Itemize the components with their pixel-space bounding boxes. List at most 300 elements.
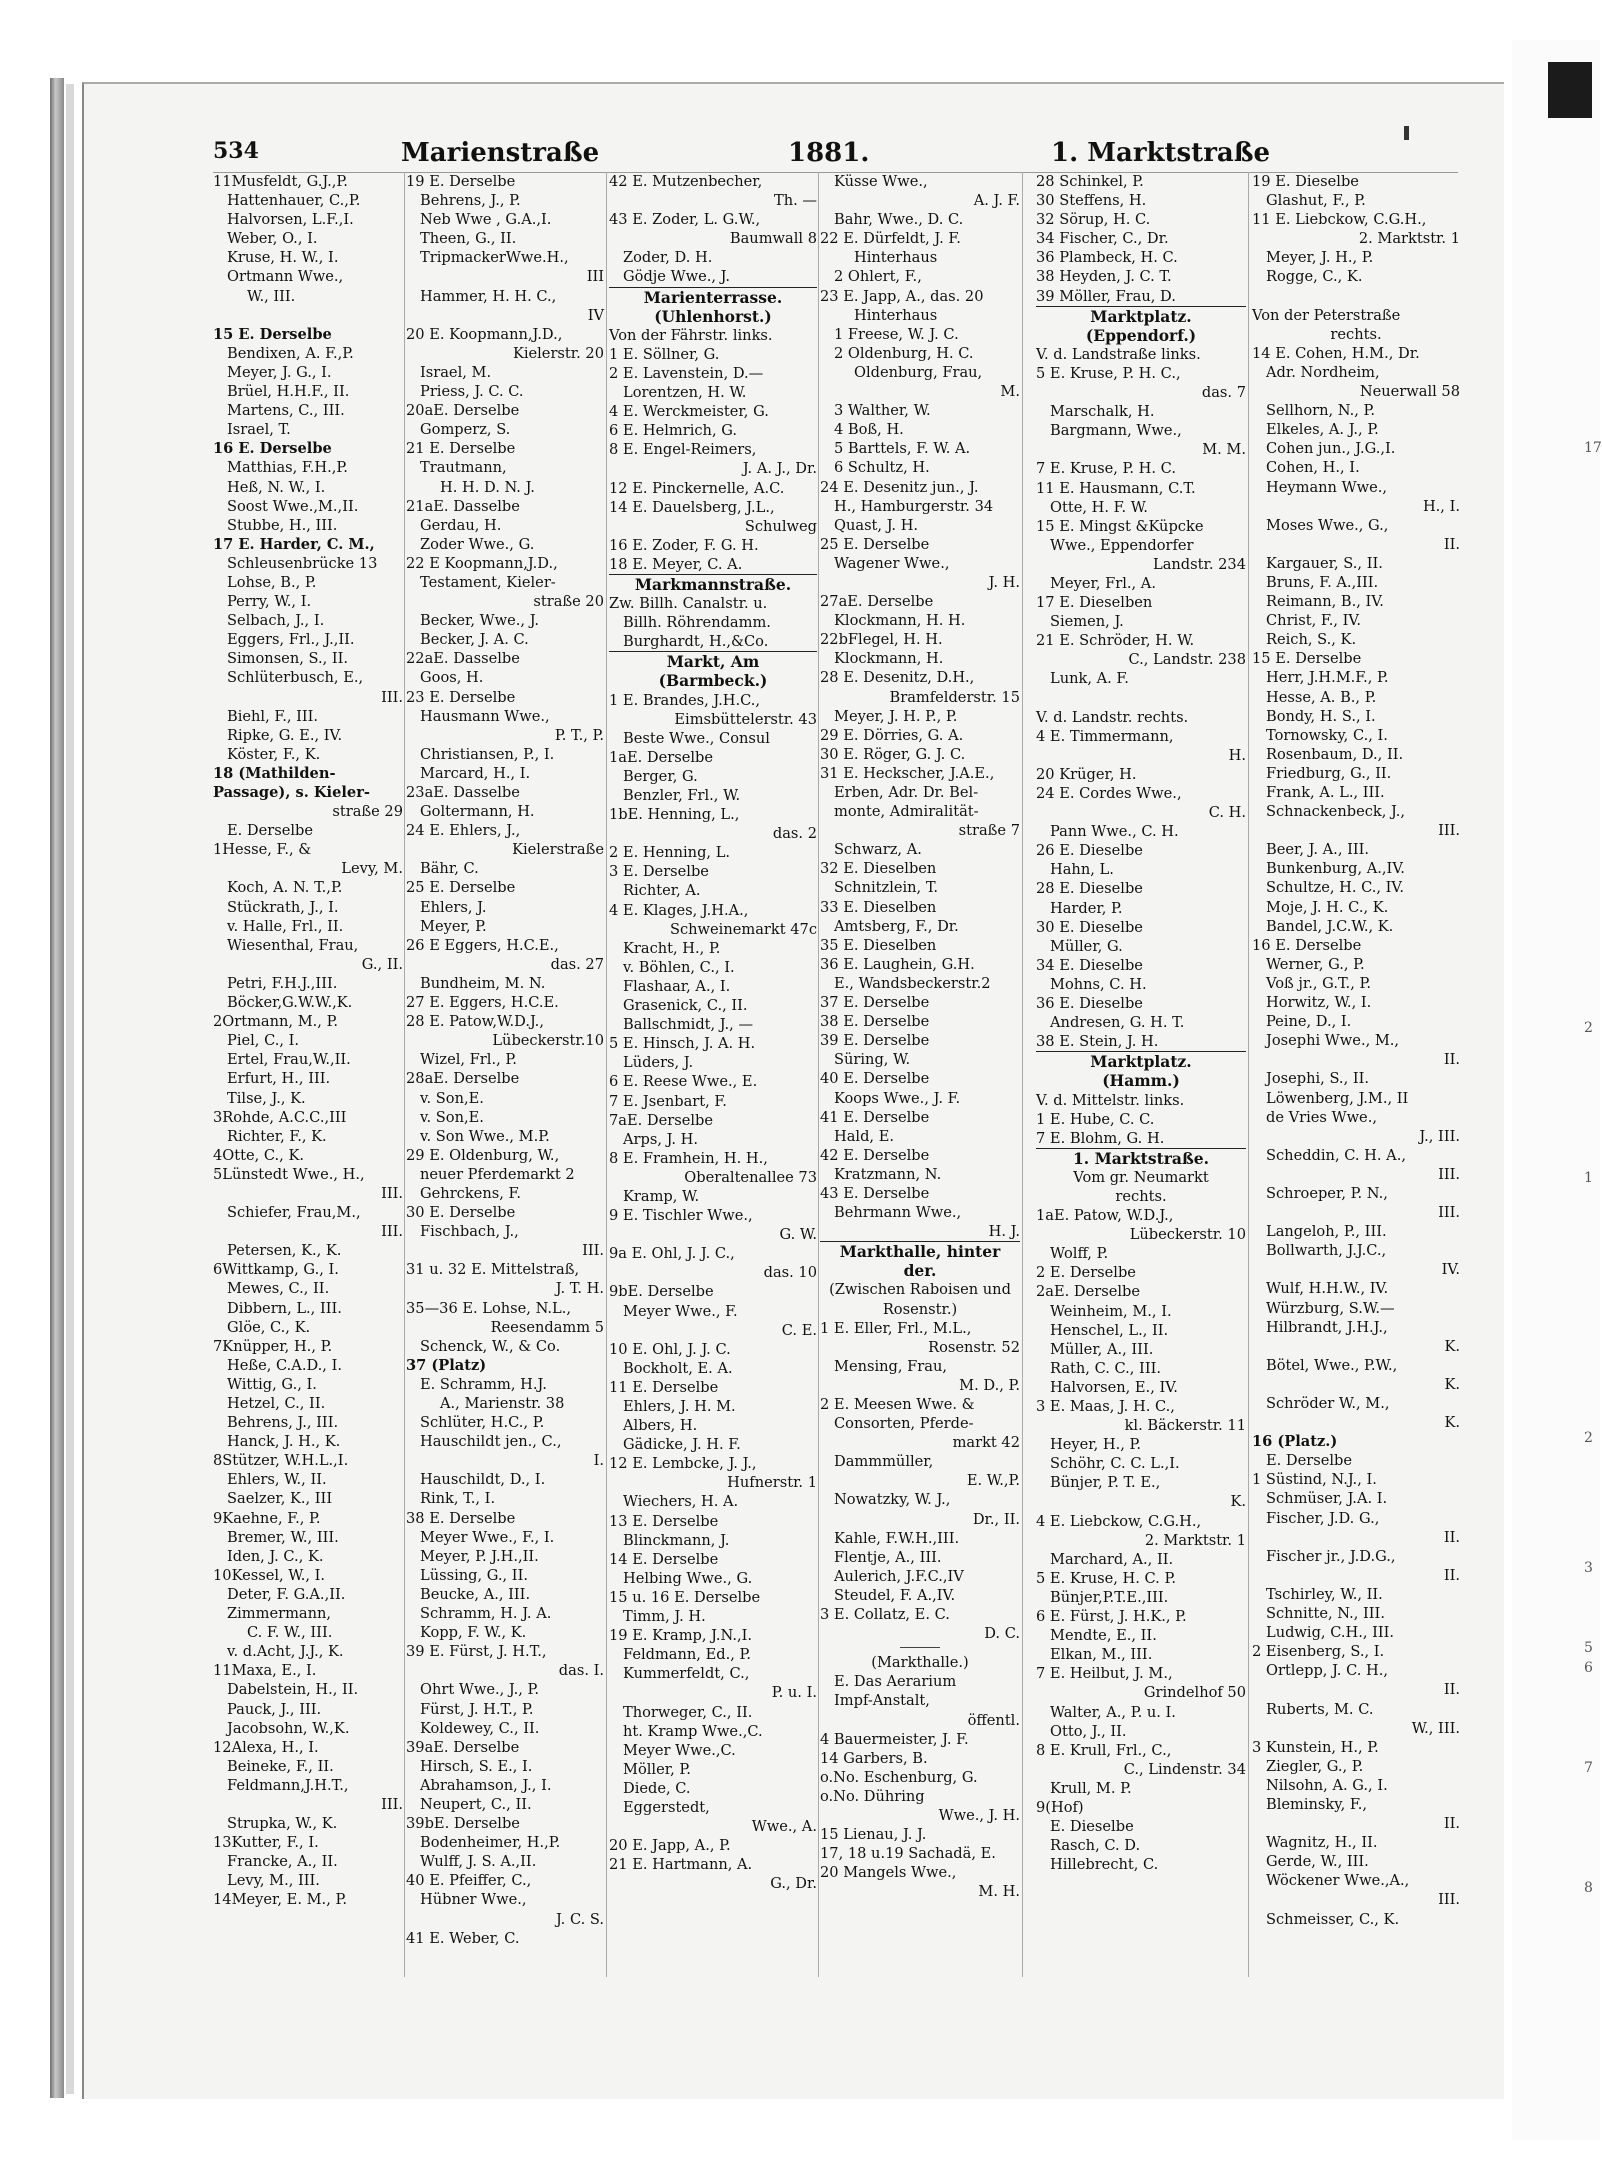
directory-entry: P. T., P.: [554, 726, 604, 744]
directory-entry: Halvorsen, E., IV.: [1050, 1378, 1178, 1396]
directory-entry: 16 E. Derselbe: [213, 440, 332, 458]
directory-entry: Schenck, W., & Co.: [420, 1337, 561, 1355]
directory-entry: Moses Wwe., G.,: [1266, 516, 1389, 534]
street-heading: 1. Marktstraße.: [1036, 1148, 1246, 1168]
directory-entry: 2 E. Derselbe: [1036, 1264, 1136, 1282]
directory-entry: 16 E. Zoder, F. G. H.: [609, 536, 759, 554]
directory-entry: Lorentzen, H. W.: [623, 384, 747, 402]
directory-entry: Harder, P.: [1050, 899, 1123, 917]
margin-mark: 1: [1584, 1170, 1593, 1186]
directory-entry: 30 Steffens, H.: [1036, 192, 1147, 210]
directory-entry: Ehlers, W., II.: [227, 1471, 327, 1489]
margin-mark: 2: [1584, 1020, 1593, 1036]
directory-entry: Behrens, J., P.: [420, 192, 521, 210]
directory-entry: 24 E. Desenitz jun., J.: [820, 478, 979, 496]
directory-entry: 22bFlegel, H. H.: [820, 631, 943, 649]
directory-entry: 2. Marktstr. 1: [1144, 1531, 1246, 1549]
margin-mark: 17: [1584, 440, 1602, 456]
directory-entry: Landstr. 234: [1153, 555, 1246, 573]
directory-entry: 28 E. Patow,W.D.J.,: [406, 1013, 544, 1031]
directory-entry: 11Musfeldt, G.J.,P.: [213, 173, 348, 190]
directory-entry: Otto, J., II.: [1050, 1722, 1127, 1740]
directory-entry: Beineke, F., II.: [227, 1757, 334, 1775]
directory-entry: Süring, W.: [834, 1051, 911, 1069]
directory-entry: 6Wittkamp, G., I.: [213, 1261, 339, 1279]
directory-entry: Bodenheimer, H.,P.: [420, 1834, 561, 1852]
directory-entry: rechts.: [1115, 1187, 1167, 1205]
directory-entry: Zoder, D. H.: [623, 249, 713, 267]
directory-entry: Petersen, K., K.: [227, 1242, 342, 1260]
directory-entry: Bandel, J.C.W., K.: [1266, 917, 1394, 935]
street-heading: Marktplatz.: [1036, 1051, 1246, 1071]
directory-entry: 3Rohde, A.C.C.,III: [213, 1108, 347, 1126]
directory-entry: 9bE. Derselbe: [609, 1283, 714, 1301]
directory-entry: C., Lindenstr. 34: [1123, 1760, 1246, 1778]
directory-entry: Heymann Wwe.,: [1266, 478, 1387, 496]
directory-entry: Christiansen, P., I.: [420, 745, 555, 763]
directory-entry: Beste Wwe., Consul: [623, 729, 770, 747]
directory-entry: 15 E. Derselbe: [1252, 650, 1362, 668]
directory-entry: 39 E. Derselbe: [820, 1032, 930, 1050]
directory-entry: [213, 306, 403, 325]
directory-entry: 3 E. Derselbe: [609, 863, 709, 881]
directory-entry: Scheddin, C. H. A.,: [1266, 1146, 1406, 1164]
directory-entry: Becker, Wwe., J.: [420, 612, 540, 630]
directory-entry: Grindelhof 50: [1143, 1684, 1246, 1702]
directory-entry: Josephi, S., II.: [1266, 1070, 1370, 1088]
directory-entry: 7Knüpper, H., P.: [213, 1337, 333, 1355]
directory-entry: V. d. Landstr. rechts.: [1036, 708, 1189, 726]
directory-entry: Hauschildt jen., C.,: [420, 1433, 562, 1451]
street-heading: Marienterrasse.: [609, 287, 817, 307]
directory-entry: das. 27: [550, 955, 604, 973]
directory-entry: Ehlers, J. H. M.: [623, 1398, 736, 1415]
directory-entry: Von der Peterstraße: [1252, 306, 1401, 324]
directory-entry: Petri, F.H.J.,III.: [227, 974, 338, 992]
directory-entry: 4 E. Klages, J.H.A.,: [609, 901, 749, 919]
directory-entry: Becker, J. A. C.: [420, 631, 529, 649]
directory-entry: das. 7: [1201, 384, 1246, 402]
margin-mark: 7: [1584, 1760, 1593, 1776]
directory-entry: 5 E. Kruse, P. H. C.,: [1036, 364, 1181, 382]
directory-entry: 1 Freese, W. J. C.: [834, 325, 959, 343]
directory-entry: Andresen, G. H. T.: [1050, 1014, 1185, 1032]
directory-entry: Koops Wwe., J. F.: [834, 1089, 961, 1107]
directory-entry: 11Maxa, E., I.: [213, 1662, 317, 1680]
directory-entry: 6 E. Fürst, J. H.K., P.: [1036, 1608, 1187, 1626]
directory-entry: Christ, F., IV.: [1266, 612, 1361, 630]
directory-entry: Schlüter, H.C., P.: [420, 1414, 545, 1432]
margin-mark: 5: [1584, 1640, 1593, 1656]
directory-entry: Wagnitz, H., II.: [1266, 1834, 1378, 1852]
directory-entry: III.: [381, 1223, 403, 1241]
column-divider: [606, 172, 607, 1977]
directory-entry: 8 E. Engel-Reimers,: [609, 441, 757, 459]
directory-entry: Hinterhaus: [854, 306, 938, 324]
directory-entry: H. J.: [988, 1223, 1020, 1241]
directory-entry: 14 E. Cohen, H.M., Dr.: [1252, 344, 1420, 362]
directory-entry: v. Son Wwe., M.P.: [420, 1127, 550, 1145]
directory-entry: Meyer Wwe.,C.: [623, 1741, 736, 1759]
directory-entry: Lunk, A. F.: [1050, 670, 1129, 688]
directory-entry: 43 E. Zoder, L. G.W.,: [609, 211, 761, 229]
directory-entry: 13 E. Derselbe: [609, 1512, 719, 1530]
directory-entry: Simonsen, S., II.: [227, 650, 349, 668]
directory-entry: 27aE. Derselbe: [820, 593, 934, 611]
directory-entry: Kummerfeldt, C.,: [623, 1665, 750, 1683]
directory-entry: 1bE. Henning, L.,: [609, 806, 740, 824]
directory-entry: Hirsch, S. E., I.: [420, 1757, 533, 1775]
directory-entry: Levy, M., III.: [227, 1872, 320, 1890]
directory-entry: Meyer Wwe., F., I.: [420, 1528, 555, 1546]
directory-entry: 19 E. Dieselbe: [1252, 173, 1359, 190]
directory-entry: Richter, A.: [623, 882, 701, 900]
year-title: 1881.: [788, 138, 870, 168]
directory-entry: III.: [1438, 1204, 1460, 1222]
directory-entry: Halvorsen, L.F.,I.: [227, 211, 354, 229]
directory-entry: III.: [1438, 1165, 1460, 1183]
directory-entry: Ortmann Wwe.,: [227, 268, 344, 286]
directory-entry: Schöhr, C. C. L.,I.: [1050, 1455, 1180, 1473]
directory-entry: K.: [1444, 1375, 1460, 1393]
directory-entry: Schmeisser, C., K.: [1266, 1910, 1400, 1928]
directory-entry: Böcker,G.W.W.,K.: [227, 994, 353, 1012]
directory-entry: 30 E. Dieselbe: [1036, 918, 1143, 936]
directory-entry: Wiechers, H. A.: [623, 1493, 739, 1511]
directory-entry: Pauck, J., III.: [227, 1700, 322, 1718]
directory-entry: 9Kaehne, F., P.: [213, 1509, 321, 1527]
directory-entry: Bötel, Wwe., P.W.,: [1266, 1356, 1398, 1374]
directory-entry: 42 E. Mutzenbecher,: [609, 173, 763, 190]
directory-entry: 2 Oldenburg, H. C.: [834, 344, 974, 362]
directory-entry: Heße, C.A.D., I.: [227, 1356, 342, 1374]
directory-entry: Schnitte, N., III.: [1266, 1605, 1385, 1623]
directory-entry: v. Halle, Frl., II.: [227, 917, 344, 935]
directory-entry: Dibbern, L., III.: [227, 1299, 342, 1317]
directory-entry: Gehrckens, F.: [420, 1184, 521, 1202]
directory-entry: 4Otte, C., K.: [213, 1146, 304, 1164]
directory-entry: Lübeckerstr.10: [492, 1032, 604, 1050]
directory-entry: Bruns, F. A.,III.: [1266, 573, 1379, 591]
directory-entry: Gädicke, J. H. F.: [623, 1436, 741, 1454]
directory-entry: 10Kessel, W., I.: [213, 1566, 326, 1584]
directory-entry: Werner, G., P.: [1266, 955, 1365, 973]
directory-entry: 24 E. Cordes Wwe.,: [1036, 785, 1182, 802]
directory-entry: Levy, M.: [341, 860, 403, 878]
directory-entry: Billh. Röhrendamm.: [623, 614, 771, 632]
directory-entry: 4 Bauermeister, J. F.: [820, 1730, 969, 1748]
directory-entry: Koch, A. N. T.,P.: [227, 879, 343, 897]
directory-entry: 1 E. Söllner, G.: [609, 345, 720, 363]
directory-entry: Zoder Wwe., G.: [420, 535, 535, 553]
directory-entry: rechts.: [1330, 325, 1382, 343]
directory-entry: 15 E. Mingst &Küpcke: [1036, 517, 1204, 535]
directory-entry: 2 E. Meesen Wwe. &: [820, 1396, 975, 1413]
scan-page-stack: [66, 84, 74, 2094]
directory-entry: Müller, A., III.: [1050, 1340, 1154, 1358]
directory-entry: Israel, T.: [227, 421, 291, 439]
directory-entry: Koldewey, C., II.: [420, 1719, 540, 1737]
directory-entry: 4 E. Werckmeister, G.: [609, 403, 769, 421]
directory-entry: 10 E. Ohl, J. J. C.: [609, 1340, 731, 1358]
directory-entry: das. I.: [558, 1662, 604, 1680]
directory-entry: Gödje Wwe., J.: [623, 268, 730, 286]
directory-entry: 28 E. Dieselbe: [1036, 880, 1143, 898]
directory-entry: II.: [1443, 1566, 1460, 1584]
directory-entry: 7 E. Kruse, P. H. C.: [1036, 460, 1176, 478]
directory-entry: Hilbrandt, J.H.J.,: [1266, 1318, 1388, 1336]
directory-entry: Vom gr. Neumarkt: [1073, 1168, 1209, 1186]
directory-entry: K.: [1444, 1337, 1460, 1355]
directory-entry: Peine, D., I.: [1266, 1013, 1352, 1031]
directory-entry: II.: [1443, 535, 1460, 553]
directory-entry: ht. Kramp Wwe.,C.: [623, 1722, 763, 1740]
directory-entry: Piel, C., I.: [227, 1032, 300, 1050]
directory-entry: 13Kutter, F., I.: [213, 1834, 319, 1852]
directory-entry: 1Hesse, F., &: [213, 841, 312, 859]
directory-entry: V. d. Mittelstr. links.: [1036, 1091, 1185, 1109]
directory-entry: 4 E. Timmermann,: [1036, 727, 1174, 745]
directory-entry: Lüders, J.: [623, 1054, 694, 1072]
directory-entry: 7aE. Derselbe: [609, 1111, 714, 1129]
directory-entry: 6 E. Helmrich, G.: [609, 422, 737, 440]
directory-entry: Theen, G., II.: [420, 230, 517, 248]
directory-entry: 5 Barttels, F. W. A.: [834, 440, 971, 458]
directory-entry: v. d.Acht, J.J., K.: [227, 1643, 344, 1661]
directory-entry: E. Das Aerarium: [834, 1673, 957, 1691]
directory-entry: Elkan, M., III.: [1050, 1646, 1153, 1664]
directory-entry: III.: [381, 1795, 403, 1813]
directory-entry: 40 E. Derselbe: [820, 1070, 930, 1088]
directory-entry: Möller, P.: [623, 1760, 691, 1778]
directory-entry: Ludwig, C.H., III.: [1266, 1624, 1395, 1642]
directory-entry: Meyer, J. H. P., P.: [834, 707, 958, 725]
scan-binding-edge: [50, 78, 64, 2098]
column-4: [820, 172, 1020, 1987]
directory-entry: 41 E. Derselbe: [820, 1108, 930, 1126]
directory-entry: E. Derselbe: [1266, 1452, 1353, 1470]
directory-entry: 31 E. Heckscher, J.A.E.,: [820, 764, 995, 782]
directory-entry: 1 E. Eller, Frl., M.L.,: [820, 1319, 972, 1337]
directory-entry: Ripke, G. E., IV.: [227, 726, 343, 744]
directory-entry: IV: [587, 306, 604, 324]
directory-entry: 21 E. Hartmann, A.: [609, 1856, 753, 1874]
directory-entry: Josephi Wwe., M.,: [1266, 1032, 1400, 1050]
directory-entry: 20 E. Koopmann,J.D.,: [406, 325, 563, 343]
directory-entry: Selbach, J., I.: [227, 612, 325, 630]
directory-entry: 27 E. Eggers, H.C.E.: [406, 994, 559, 1012]
directory-entry: 42 E. Derselbe: [820, 1146, 930, 1164]
directory-entry: Bünjer,P.T.E.,III.: [1050, 1588, 1169, 1606]
directory-entry: Israel, M.: [420, 363, 492, 381]
directory-entry: Schmüser, J.A. I.: [1266, 1490, 1388, 1508]
directory-entry: 28 E. Desenitz, D.H.,: [820, 669, 975, 687]
directory-entry: Kielerstraße: [512, 841, 604, 859]
directory-entry: J., III.: [1419, 1127, 1460, 1145]
directory-entry: Priess, J. C. C.: [420, 383, 524, 401]
directory-entry: Mohns, C. H.: [1050, 975, 1147, 993]
directory-entry: 7 E. Blohm, G. H.: [1036, 1129, 1165, 1147]
directory-entry: Weinheim, M., I.: [1050, 1302, 1172, 1320]
directory-entry: Ziegler, G., P.: [1266, 1757, 1364, 1775]
directory-entry: 20aE. Derselbe: [406, 402, 520, 420]
directory-entry: Hetzel, C., II.: [227, 1395, 326, 1412]
column-divider: [1022, 172, 1023, 1977]
directory-entry: 2 E. Henning, L.: [609, 844, 731, 862]
directory-entry: 23aE. Dasselbe: [406, 784, 520, 801]
directory-entry: 15 E. Derselbe: [213, 325, 332, 343]
directory-entry: 16 E. Derselbe: [1252, 936, 1362, 954]
directory-entry: Fischer, J.D. G.,: [1266, 1509, 1380, 1527]
directory-entry: Timm, J. H.: [623, 1608, 706, 1626]
directory-entry: Hattenhauer, C.,P.: [227, 192, 361, 210]
directory-entry: Marchard, A., II.: [1050, 1550, 1174, 1568]
directory-entry: E. Dieselbe: [1050, 1818, 1134, 1836]
directory-entry: Behrens, J., III.: [227, 1414, 339, 1432]
directory-entry: Wulff, J. S. A.,II.: [420, 1853, 537, 1871]
directory-entry: Cohen jun., J.G.,I.: [1266, 440, 1396, 458]
directory-entry: II.: [1443, 1815, 1460, 1833]
directory-entry: Langeloh, P., III.: [1266, 1223, 1387, 1241]
directory-entry: 20 Krüger, H.: [1036, 765, 1137, 783]
directory-entry: Mensing, Frau,: [834, 1357, 947, 1375]
directory-entry: Arps, J. H.: [623, 1130, 698, 1148]
directory-entry: 22 E. Dürfeldt, J. F.: [820, 230, 961, 248]
directory-entry: Wittig, G., I.: [227, 1375, 317, 1393]
directory-entry: 25 E. Derselbe: [406, 879, 516, 897]
directory-entry: Tornowsky, C., I.: [1266, 726, 1388, 744]
directory-entry: 38 E. Stein, J. H.: [1036, 1033, 1159, 1051]
directory-entry: Hillebrecht, C.: [1050, 1856, 1159, 1874]
directory-entry: J. T. H.: [555, 1280, 604, 1298]
directory-entry: Brüel, H.H.F., II.: [227, 383, 350, 401]
directory-entry: Siemen, J.: [1050, 613, 1124, 631]
directory-entry: Abrahamson, J., I.: [420, 1776, 552, 1794]
left-street-title: Marienstraße: [401, 138, 600, 168]
directory-entry: 9a E. Ohl, J. J. C.,: [609, 1245, 735, 1263]
directory-entry: Wwe., Eppendorfer: [1050, 536, 1194, 554]
directory-entry: C. F. W., III.: [247, 1624, 333, 1642]
directory-entry: Sellhorn, N., P.: [1266, 402, 1376, 420]
directory-entry: 14Meyer, E. M., P.: [213, 1891, 347, 1909]
directory-entry: 8 E. Krull, Frl., C.,: [1036, 1741, 1172, 1759]
directory-entry: Bendixen, A. F.,P.: [227, 344, 354, 362]
directory-entry: 11 E. Liebckow, C.G.H.,: [1252, 211, 1427, 229]
directory-entry: Amtsberg, F., Dr.: [834, 917, 959, 935]
street-heading: Markmannstraße.: [609, 574, 817, 594]
directory-entry: 19 E. Kramp, J.N.,I.: [609, 1627, 753, 1645]
directory-entry: Rogge, C., K.: [1266, 268, 1363, 286]
directory-entry: 2Ortmann, M., P.: [213, 1013, 339, 1031]
directory-entry: V. d. Landstraße links.: [1036, 345, 1201, 363]
directory-entry: Elkeles, A. J., P.: [1266, 421, 1379, 439]
directory-entry: Francke, A., II.: [227, 1853, 338, 1871]
directory-entry: G., II.: [361, 955, 403, 973]
margin-mark: 3: [1584, 1560, 1593, 1576]
column-2: [406, 172, 604, 1987]
directory-entry: Hanck, J. H., K.: [227, 1433, 341, 1451]
directory-entry: Horwitz, W., I.: [1266, 994, 1372, 1012]
directory-entry: Testament, Kieler-: [420, 573, 556, 591]
directory-entry: Köster, F., K.: [227, 745, 321, 763]
directory-entry: Bleminsky, F.,: [1266, 1795, 1367, 1813]
directory-entry: E. Schramm, H.J.: [420, 1375, 547, 1393]
directory-entry: Heß, N. W., I.: [227, 478, 326, 496]
directory-entry: Gomperz, S.: [420, 421, 511, 439]
directory-entry: C. E.: [781, 1321, 817, 1339]
directory-entry: Meyer, P.: [420, 917, 487, 935]
directory-entry: 25 E. Derselbe: [820, 535, 930, 553]
directory-entry: Eimsbüttelerstr. 43: [674, 710, 817, 728]
directory-entry: Löwenberg, J.M., II: [1266, 1089, 1409, 1107]
directory-entry: Dr., II.: [972, 1510, 1020, 1528]
directory-entry: Meyer, Frl., A.: [1050, 574, 1156, 592]
directory-entry: Dabelstein, H., II.: [227, 1681, 359, 1699]
directory-entry: 31 u. 32 E. Mittelstraß,: [406, 1261, 580, 1279]
directory-entry: Passage), s. Kieler-: [213, 784, 370, 801]
directory-entry: H. H. D. N. J.: [440, 478, 535, 496]
street-heading: Marktplatz.: [1036, 306, 1246, 326]
directory-entry: kl. Bäckerstr. 11: [1124, 1417, 1246, 1435]
directory-entry: Wolff, P.: [1050, 1245, 1109, 1263]
directory-entry: 3 Walther, W.: [834, 402, 931, 420]
directory-entry: Aulerich, J.F.C.,IV: [834, 1567, 964, 1585]
directory-entry: 39 Möller, Frau, D.: [1036, 287, 1176, 305]
street-heading: Markthalle, hinter: [820, 1241, 1020, 1261]
directory-entry: 9 E. Tischler Wwe.,: [609, 1207, 753, 1225]
directory-entry: Feldmann, Ed., P.: [623, 1646, 752, 1664]
directory-entry: Nilsohn, A. G., I.: [1266, 1776, 1388, 1794]
directory-entry: 23 E. Japp, A., das. 20: [820, 287, 984, 305]
directory-entry: E., Wandsbeckerstr.2: [834, 974, 991, 992]
directory-entry: Wagener Wwe.,: [834, 554, 950, 572]
directory-entry: 5Lünstedt Wwe., H.,: [213, 1165, 365, 1183]
margin-mark: 2: [1584, 1430, 1593, 1446]
directory-entry: Bramfelderstr. 15: [889, 688, 1020, 706]
directory-entry: Lohse, B., P.: [227, 573, 317, 591]
directory-entry: W., III.: [1411, 1719, 1460, 1737]
directory-entry: 6 E. Reese Wwe., E.: [609, 1073, 758, 1091]
directory-entry: Ruberts, M. C.: [1266, 1700, 1374, 1718]
directory-entry: Marschalk, H.: [1050, 403, 1155, 421]
directory-entry: 37 (Platz): [406, 1356, 487, 1374]
directory-entry: Oldenburg, Frau,: [854, 363, 983, 381]
directory-entry: Frank, A. L., III.: [1266, 784, 1385, 801]
page-number: 534: [213, 138, 259, 164]
directory-entry: Bünjer, P. T. E.,: [1050, 1474, 1161, 1492]
directory-entry: Rosenbaum, D., II.: [1266, 745, 1404, 763]
directory-entry: II.: [1443, 1681, 1460, 1699]
directory-entry: Behrmann Wwe.,: [834, 1204, 962, 1222]
directory-entry: 37 E. Derselbe: [820, 994, 930, 1012]
directory-entry: 21 E. Derselbe: [406, 440, 516, 458]
directory-entry: 29 E. Dörries, G. A.: [820, 726, 964, 744]
directory-entry: Berger, G.: [623, 767, 698, 785]
directory-entry: Neupert, C., II.: [420, 1795, 532, 1813]
page-header: [213, 138, 1458, 172]
directory-entry: Grasenick, C., II.: [623, 997, 748, 1015]
directory-entry: Schnackenbeck, J.,: [1266, 803, 1405, 821]
directory-entry: 2 Eisenberg, S., I.: [1252, 1643, 1385, 1661]
street-heading: (Hamm.): [1102, 1071, 1180, 1091]
directory-entry: 36 E. Dieselbe: [1036, 995, 1143, 1013]
directory-entry: Thorweger, C., II.: [623, 1703, 753, 1721]
directory-entry: K.: [1230, 1493, 1246, 1511]
directory-entry: 23 E. Derselbe: [406, 688, 516, 706]
directory-entry: Gerde, W., III.: [1266, 1853, 1369, 1871]
directory-entry: Reich, S., K.: [1266, 631, 1357, 649]
directory-entry: IV.: [1441, 1261, 1460, 1279]
